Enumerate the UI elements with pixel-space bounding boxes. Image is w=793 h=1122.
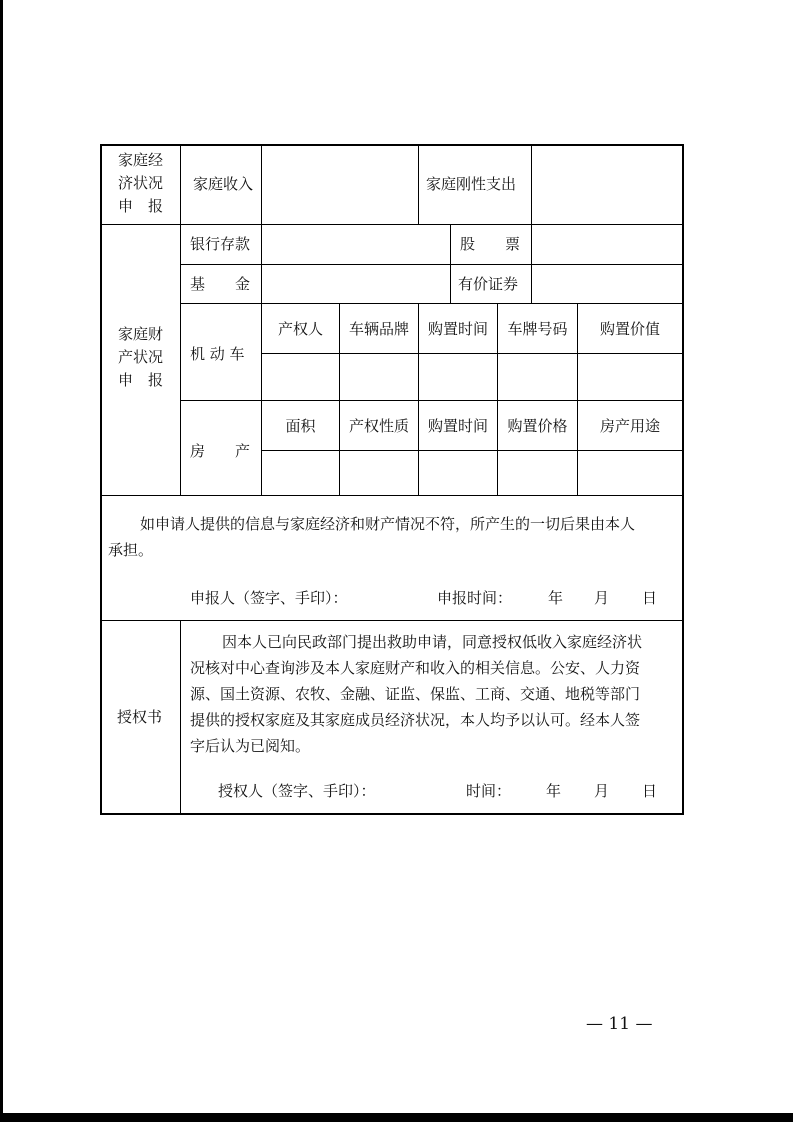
house-label: 房 产 (190, 442, 251, 460)
declaration-time-label: 申报时间： (437, 589, 513, 607)
vehicle-header-owner: 产权人 (277, 320, 323, 338)
securities-label: 有价证券 (458, 275, 519, 293)
securities-field[interactable] (533, 266, 681, 302)
house-header-purchase-price: 购置价格 (507, 417, 568, 435)
authorizer-sign-label: 授权人（签字、手印）： (218, 782, 376, 800)
house-header-area: 面积 (285, 417, 316, 435)
authorization-text: 因本人已向民政部门提出救助申请，同意授权低收入家庭经济状 况核对中心查询涉及本人家庭财产和收入的相关信息。公安、人力资 源、国土资源、农牧、金融、证监、保监、工商、交通、地税等部门 提供的授权家庭及其家庭成员经济状况，本人均予以认可。经本人签 字后认为已阅知。 (190, 633, 643, 755)
scan-edge-left (0, 0, 3, 1122)
vehicle-brand-field[interactable] (340, 354, 417, 399)
declaration-month: 月 (594, 589, 610, 607)
house-header-purchase-time: 购置时间 (427, 417, 488, 435)
vehicle-header-brand: 车辆品牌 (348, 320, 409, 338)
declaration-day: 日 (642, 589, 658, 607)
page-number: — 11 — (586, 1014, 653, 1034)
house-area-field[interactable] (262, 451, 338, 494)
income-value-field[interactable] (263, 146, 417, 223)
stock-field[interactable] (533, 226, 681, 263)
fund-field[interactable] (263, 266, 449, 302)
expense-label: 家庭刚性支出 (426, 175, 517, 193)
authorization-year: 年 (546, 782, 562, 800)
expense-value-field[interactable] (533, 146, 681, 223)
property-section-label: 家庭财 产状况 申 报 (118, 325, 164, 389)
vehicle-owner-field[interactable] (262, 354, 338, 399)
vehicle-purchase-value-field[interactable] (578, 354, 681, 399)
house-header-ownership-type: 产权性质 (348, 417, 409, 435)
house-purchase-time-field[interactable] (419, 451, 496, 494)
bank-deposit-label: 银行存款 (190, 235, 251, 253)
declarant-sign-label: 申报人（签字、手印）： (190, 589, 348, 607)
fund-label: 基 金 (190, 275, 251, 293)
authorization-month: 月 (594, 782, 610, 800)
scan-edge-bottom (0, 1113, 793, 1122)
declaration-text: 如申请人提供的信息与家庭经济和财产情况不符，所产生的一切后果由本人 承担。 (108, 515, 636, 559)
house-purchase-price-field[interactable] (498, 451, 576, 494)
income-label: 家庭收入 (193, 175, 254, 193)
vehicle-header-purchase-time: 购置时间 (427, 320, 488, 338)
vehicle-plate-number-field[interactable] (498, 354, 576, 399)
vehicle-label: 机 动 车 (190, 345, 245, 363)
house-ownership-type-field[interactable] (340, 451, 417, 494)
vehicle-purchase-time-field[interactable] (419, 354, 496, 399)
vehicle-header-plate-number: 车牌号码 (507, 320, 568, 338)
declaration-year: 年 (548, 589, 564, 607)
authorization-time-label: 时间： (466, 782, 512, 800)
house-usage-field[interactable] (578, 451, 681, 494)
vehicle-header-purchase-value: 购置价值 (599, 320, 660, 338)
authorization-day: 日 (642, 782, 658, 800)
house-header-usage: 房产用途 (599, 417, 660, 435)
income-section-label: 家庭经 济状况 申 报 (118, 151, 164, 215)
stock-label: 股 票 (460, 235, 521, 253)
bank-deposit-field[interactable] (263, 226, 449, 263)
authorization-label: 授权书 (117, 708, 163, 726)
